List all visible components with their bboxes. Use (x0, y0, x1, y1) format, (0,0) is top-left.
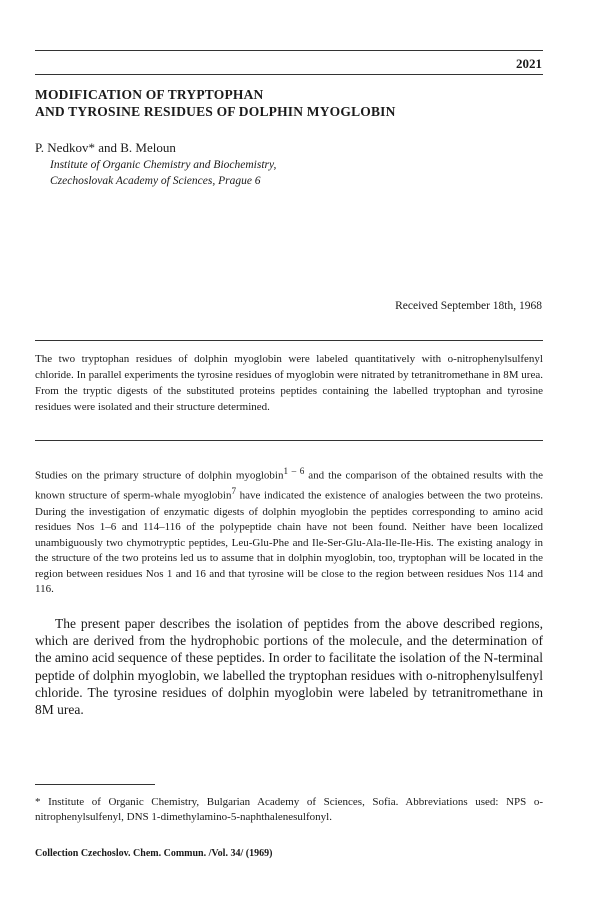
received-date: Received September 18th, 1968 (395, 300, 542, 312)
reference-1-6: 1 – 6 (283, 466, 305, 476)
intro-text-1: Studies on the primary structure of dolphin myoglobin (35, 469, 284, 482)
header-rule (35, 50, 543, 51)
title-line-1: MODIFICATION OF TRYPTOPHAN (35, 87, 264, 102)
page-number: 2021 (516, 56, 542, 71)
journal-citation: Collection Czechoslov. Chem. Commun. /Vol. 34/ (1969) (35, 848, 273, 859)
authors: P. Nedkov* and B. Meloun (35, 140, 176, 155)
abstract: The two tryptophan residues of dolphin myoglobin were labeled quantitatively with o-nitrophenylsulfenyl chloride. In parallel experiments the tyrosine residues of myoglobin were nitrated by tetranitromethane in 8M urea. From the tryptic digests of the substituted proteins peptides containing the labelled tryptophan and tyrosine residues were isolated and their structure determined. (35, 353, 543, 413)
affiliation-line-2: Czechoslovak Academy of Sciences, Prague 6 (50, 175, 261, 187)
affiliation-line-1: Institute of Organic Chemistry and Biochemistry, (50, 159, 277, 171)
header-sub-rule (35, 74, 543, 75)
footnote-rule (35, 784, 155, 785)
abstract-rule-top (35, 340, 543, 341)
intro-text-2: and the comparison of the obtained results with the known structure of sperm-whale myoglobin (35, 469, 543, 502)
intro-paragraph (35, 464, 543, 598)
intro-text-3: have indicated the existence of analogies between the two proteins. During the investigation of enzymatic digests of dolphin myoglobin the peptides corresponding to amino acid residues Nos 1–6 and 114–116 of the polypeptide chain have not been found. Neither have been localized unambiguously two chymotryptic peptides, Leu-Glu-Phe and Ile-Ser-Glu-Ala-Ile-Ile-His. The existing analogy in the structure of the two proteins led us to assume that in dolphin myoglobin, too, tryptophan will be located in the region between residues Nos 1 and 16 and that tyrosine will be close to the region between residues Nos 114 and 116. (35, 489, 543, 596)
article-title (35, 86, 545, 120)
affiliation (50, 157, 276, 189)
title-line-2: AND TYROSINE RESIDUES OF DOLPHIN MYOGLOBIN (35, 104, 396, 119)
body-paragraph: The present paper describes the isolation of peptides from the above described regions, which are derived from the hydrophobic portions of the molecule, and the determination of the amino acid sequence of these peptides. In order to facilitate the isolation of the N-terminal peptide of dolphin myoglobin, we labelled the tryptophan residues with o-nitrophenylsulfenyl chloride. The tyrosine residues of dolphin myoglobin were labeled by tetranitromethane in 8M urea. (35, 616, 543, 718)
reference-7: 7 (231, 486, 237, 497)
abstract-rule-bottom (35, 440, 543, 441)
footnote: * Institute of Organic Chemistry, Bulgarian Academy of Sciences, Sofia. Abbreviations used: NPS o-nitrophenylsulfenyl, DNS 1-dimethylamino-5-naphthalenesulfonyl. (35, 796, 543, 823)
